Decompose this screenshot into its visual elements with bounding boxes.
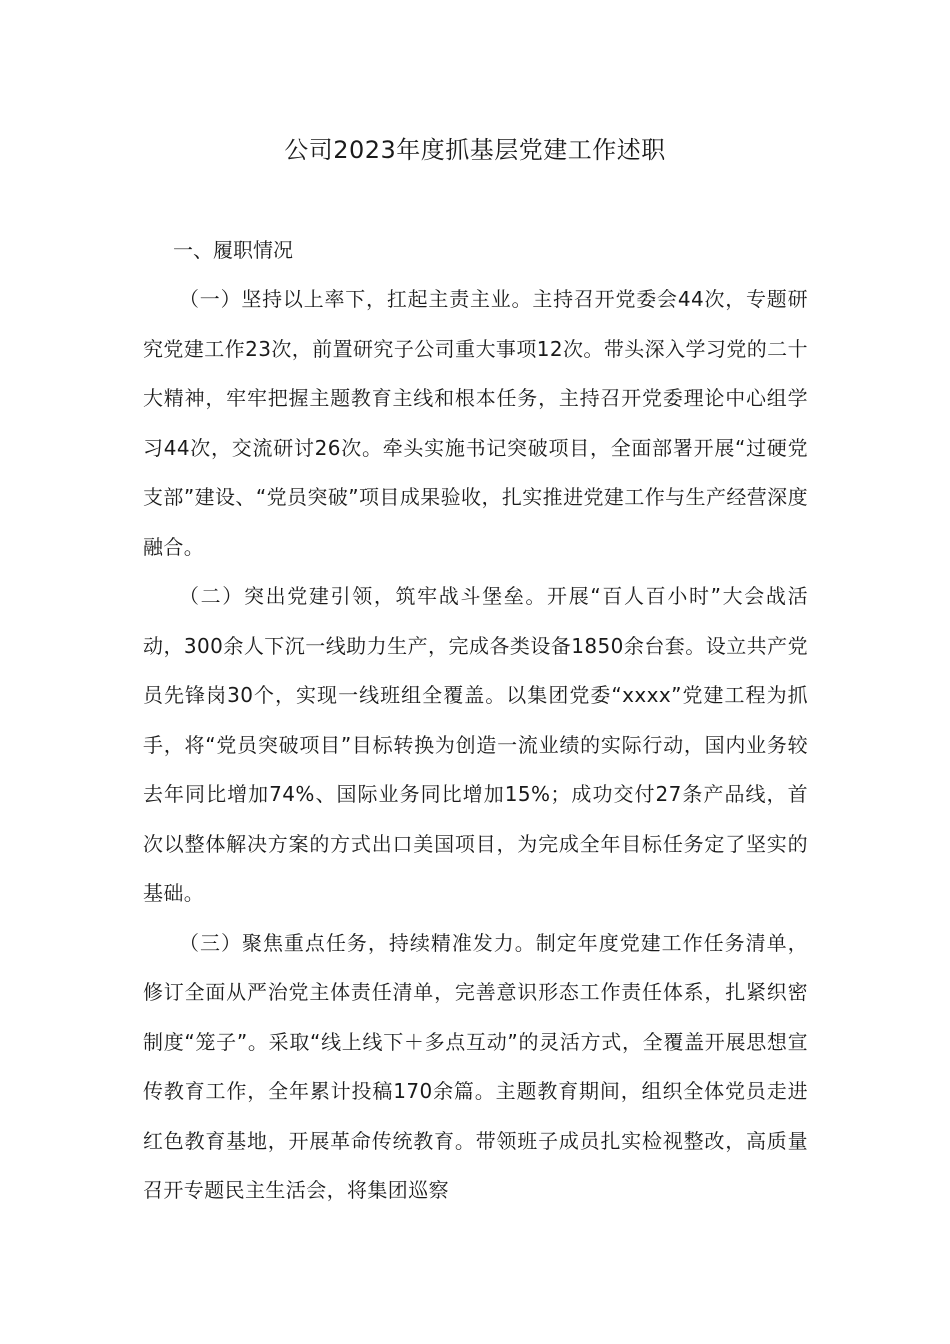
paragraph-1: （一）坚持以上率下，扛起主责主业。主持召开党委会44次，专题研究党建工作23次，前置研究子公司重大事项12次。带头深入学习党的二十大精神，牢牢把握主题教育主线和根本任务，主持召开党委理论中心组学习44次，交流研讨26次。牵头实施书记突破项目，全面部署开展“过硬党支部”建设、“党员突破”项目成果验收，扎实推进党建工作与生产经营深度融合。 bbox=[143, 287, 808, 559]
document-body bbox=[143, 225, 808, 1216]
paragraph-3: （三）聚焦重点任务，持续精准发力。制定年度党建工作任务清单，修订全面从严治党主体责任清单，完善意识形态工作责任体系，扎紧织密制度“笼子”。采取“线上线下＋多点互动”的灵活方式，全覆盖开展思想宣传教育工作，全年累计投稿170余篇。主题教育期间，组织全体党员走进红色教育基地，开展革命传统教育。带领班子成员扎实检视整改，高质量召开专题民主生活会，将集团巡察 bbox=[143, 930, 808, 1202]
paragraph-2: （二）突出党建引领，筑牢战斗堡垒。开展“百人百小时”大会战活动，300余人下沉一线助力生产，完成各类设备1850余台套。设立共产党员先锋岗30个，实现一线班组全覆盖。以集团党委“xxxx”党建工程为抓手，将“党员突破项目”目标转换为创造一流业绩的实际行动，国内业务较去年同比增加74%、国际业务同比增加15%；成功交付27条产品线，首次以整体解决方案的方式出口美国项目，为完成全年目标任务定了坚实的基础。 bbox=[143, 584, 808, 905]
section-heading: 一、履职情况 bbox=[173, 238, 293, 262]
document-title: 公司2023年度抓基层党建工作述职 bbox=[284, 136, 666, 164]
